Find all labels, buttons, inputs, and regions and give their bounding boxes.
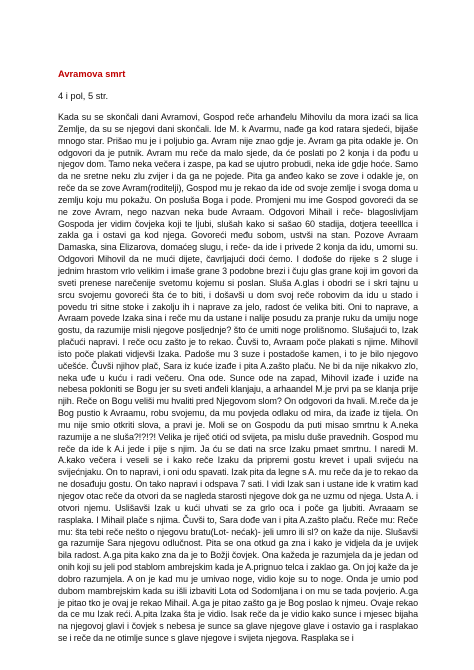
document-title: Avramova smrt	[58, 69, 126, 79]
body-paragraph: Kada su se skončali dani Avramovi, Gospod reče arhanđelu Mihovilu da mora izaći sa lica Zemlje, da su se njegovi dani skončali. Ide M. k Avarmu, nađe ga kod ratara sjedeći, bijaše mnogo star. Prišao mu je i poljubio ga. Avram nije znao gdje je. Avram ga pita odakle je. On odgovori da je putnik. Avram mu reče da malo sjede, da će poslati po 2 konja i da pođu u njegov dom. Tamo neka večera i zaspe, pa kad se ujutro probudi, neka ide gdje hoće. Samo da ne sretne neku zlu zvijer i da ga ne pojede. Pita ga anđeo kako se zove i odakle je, on reče da se zove Avram(roditelji), Gospod mu je rekao da ide od svoje zemlje i svoga doma u zemlju koju mu pokažu. On posluša Boga i pode. Promjeni mu ime Gospod govoreći da se ne zove Avram, nego nazvan neka bude Avraam. Odgovori Mihail i reče- blagoslivljam Gospoda jer vidim čovjeka koji te ljubi, slušah kako si sašao 60 stadija, dotjera teeelllca i zakla ga i ostavi ga kod njega. Govoreći među sobom, ustvši na stan. Pozove Avraam Damaska, sina Elizarova, domaćeg slugu, i reče- da ide i privede 2 konja da idu, umorni su. Odgovori Mihovil da ne mući dijete, čavrljajući doći ćemo. I dođoše do rijeke s 2 sluge i jednim hrastom vrlo velikim i imaše grane 3 podobne brezi i čuju glas grane koji im govori da sveti prenese narečenije svetomu kojemu si poslan. Sluša A.glas i obodri se i skri tajnu u srcu svojemu govoreći šta će to biti, i došavši u dom svoj reče robovim da idu u stado i povedu tri sitne stoke i zakolju ih i naprave za jelo, radost će velika biti. Oni to naprave, a Avraam povede Izaka sina i reče mu da ustane i nalije posudu za pranje ruku da umiju noge gostu, da razumije misli njegove posljednje? što će umiti noge prolišnomo. Slušajući to, Izak plačući napravi. I reče ocu zašto je to rekao. Čuvši to, Avraam poče plakati s njime. Mihovil isto poče plakati vidjevši Izaka. Padoše mu 3 suze i postadoše kamen, i to je bilo njegovo učešće. Čuvši njihov plač, Sara iz kuće izađe i pita A.zašto plaču. Ne bi da nije nikakvo zlo, neka uđe u kuću i radi večeru. Ona ode. Sunce ode na zapad, Mihovil izađe i uziđe na nebesa pokloniti se Bogu jer su sveti anđeli klanjaju, a arhaandel M.je prvi pa se klanja prije njih. Reče on Bogu veliši mu hvaliti pred Njegovom slom? On odgovori da hvali. M.reče da je Bog pustio k Avraamu, robu svojemu, da mu povjeda odlaku od mira, da izađe iz tijela. On mu nije smio otkriti slova, a pravi je. Moli se on Gospodu da puti misao smrtnu k A.neka razumije a ne sluša?!?!?! Velika je riječ otići od svijeta, pa mislu duše pravednih. Gospod mu reče da ide k A.i jede i pije s njim. Ja ću se dati na srce Izaku pmaet smrtnu. I naredi M. A.kako večera i veseli se i kako reče Izaku da pripremi gostu krevet i upali svijeću na svijećnjaku. On to napravi, i oni odu spavati. Izak pita da legne s A. mu reče da je to rekao da ne dosađuju gostu. On tako napravi i odspava 7 sati. I vidi Izak san i ustane ide k vratim kad njegov otac reče da otvori da se nagleda starosti njegove dok ga ne uzmu od njega. Usta A. i otvori njemu. Uslišavši Izak u kući uhvati se za grlo oca i poče ga ljubiti. Avraaam se rasplaka. I Mihail plače s njima. Čuvši to, Sara dođe van i pita A.zašto plaču. Reče mu: Reče mu: šta tebi reče nešto o njegovu bratu(Lot- nećak)- jeli umro ili sl? on kaže da nije. Slušavši ga razumije Sara njegovu odlučnost. Pita se ona otkud ga zna i kako je vidjela da je uvijek bila radost. A.ga pita kako zna da je to Božji čovjek. Ona kažeda je razumjela da je jedan od onih koji su jeli pod stablom ambrejskim kada je A.prignuo telca i zaklao ga. On joj kaže da je dobro razumjela. A on je kad mu je umivao noge, vidio koje su to noge. Onda je umio pod dubom mambrejskim kada su išli izbaviti Lota od Sodomljana i on mu se tada povjerio. A.ga je pitao tko je ovaj je rekao Mihail. A.ga je pitao zašto ga je Bog poslao k njmeu. Ovaje rekao da ce mu Izak reći. A.pita Izaka šta je vidio. Isak reče da je vidio kako sunce i mjesec bijaha na njegovoj glavi i čovjek s nebesa je sunce sa glave njegove glave i ostavio ga i rasplakao se i reče da ne otimlje sunce s glave njegove i svijeta njegova. Rasplaka se i	[58, 112, 418, 644]
page-info: 4 i pol, 5 str.	[58, 91, 109, 101]
